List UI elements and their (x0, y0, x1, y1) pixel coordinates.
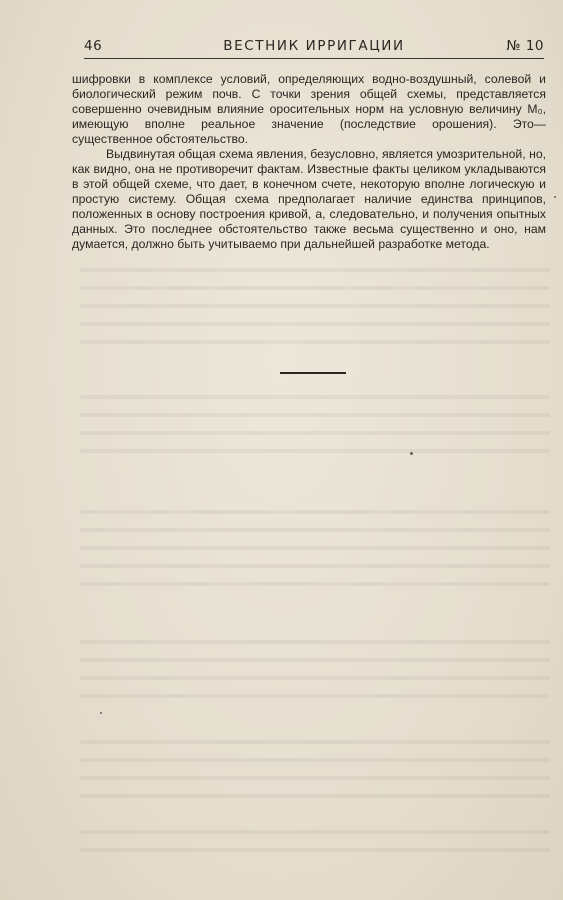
bleed-through-line (80, 694, 550, 698)
section-separator (280, 372, 346, 374)
bleed-through-line (80, 510, 550, 514)
paper-speck (554, 196, 556, 198)
bleed-through-line (80, 528, 550, 532)
article-body (72, 72, 546, 252)
bleed-through-line (80, 848, 550, 852)
bleed-through-line (80, 395, 550, 399)
issue-number: № 10 (506, 38, 544, 54)
paragraph: Выдвинутая общая схема явления, безусловно, является умозрительной, но, как видно, она не противоречит фактам. Известные факты целиком укладываются в этой общей схеме, что дает, в конечном счете, некоторую вполне логическую и простую систему. Общая схема предполагает наличие единства принципов, положенных в основу построения кривой, а, следовательно, и получения опытных данных. Это последнее обстоятельство также весьма существенно и оно, нам думается, должно быть учитываемо при дальнейшей разработке метода. (72, 147, 546, 251)
bleed-through-line (80, 794, 550, 798)
journal-title: ВЕСТНИК ИРРИГАЦИИ (223, 38, 405, 54)
bleed-through-line (80, 830, 550, 834)
bleed-through-line (80, 268, 550, 272)
bleed-through-line (80, 758, 550, 762)
bleed-through-line (80, 776, 550, 780)
paragraph: шифровки в комплексе условий, определяющих водно-воздушный, солевой и биологический режим почв. С точки зрения общей схемы, представляется совершенно очевидным влияние оросительных норм на условную величину M₀, имеющую вполне реальное значение (последствие орошения). Это—существенное обстоятельство. (72, 72, 546, 146)
bleed-through-line (80, 304, 550, 308)
bleed-through-line (80, 546, 550, 550)
bleed-through-line (80, 413, 550, 417)
bleed-through-line (80, 582, 550, 586)
bleed-through-line (80, 740, 550, 744)
bleed-through-line (80, 431, 550, 435)
running-header (84, 38, 544, 56)
paper-speck (410, 452, 413, 455)
bleed-through-line (80, 658, 550, 662)
page-number: 46 (84, 38, 103, 54)
paper-speck (100, 712, 102, 714)
bleed-through-line (80, 564, 550, 568)
bleed-through-line (80, 340, 550, 344)
bleed-through-line (80, 676, 550, 680)
bleed-through-line (80, 640, 550, 644)
bleed-through-line (80, 286, 550, 290)
header-rule (84, 58, 544, 59)
bleed-through-line (80, 449, 550, 453)
bleed-through-line (80, 322, 550, 326)
